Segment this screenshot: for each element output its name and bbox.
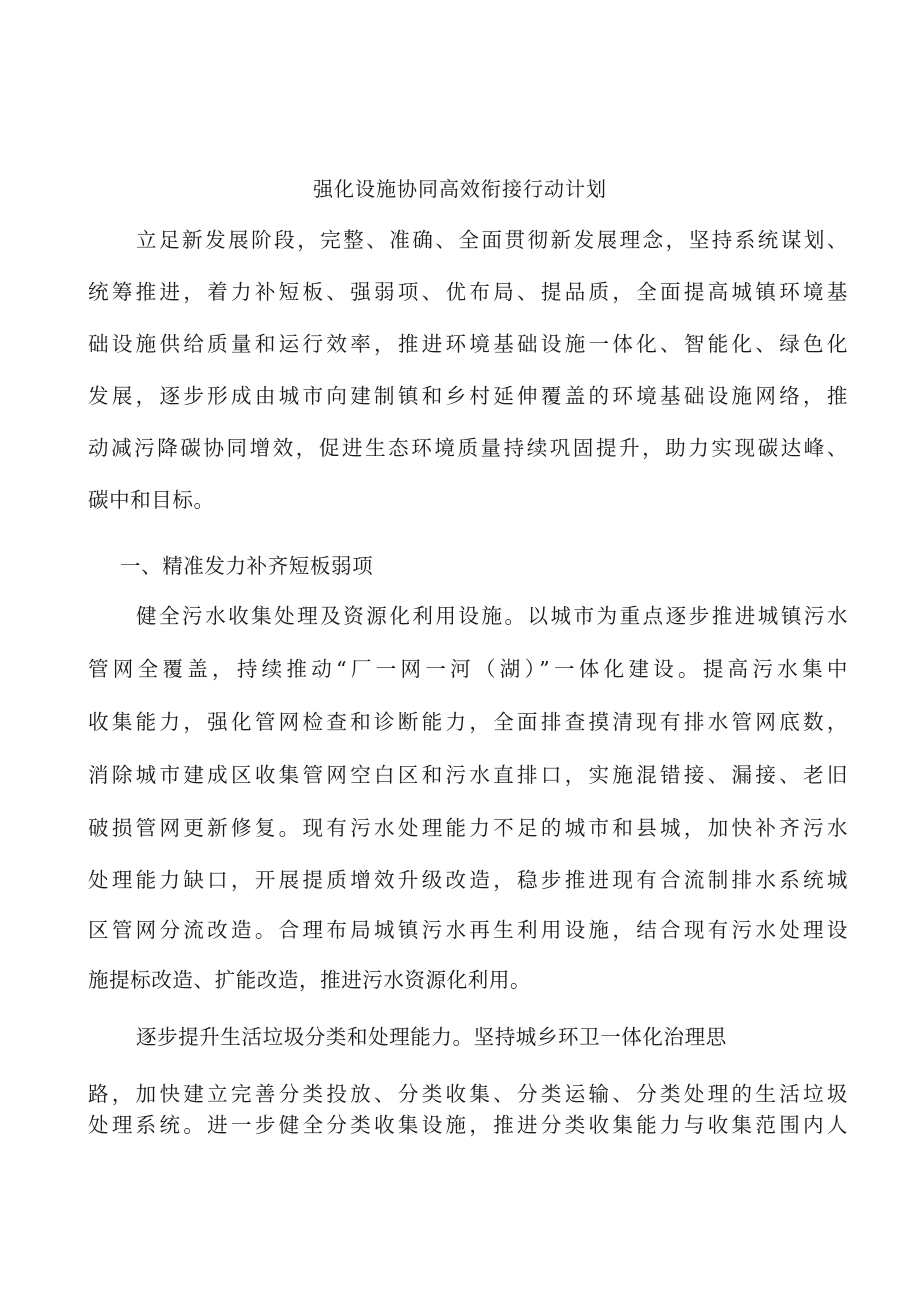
intro-line-3: 础设施供给质量和运行效率，推进环境基础设施一体化、智能化、绿色化: [88, 332, 848, 356]
para1-line-2: 管网全覆盖，持续推动“厂一网一河（湖）”一体化建设。提高污水集中: [88, 657, 848, 681]
intro-line-1: 立足新发展阶段，完整、准确、全面贯彻新发展理念，坚持系统谋划、: [136, 228, 848, 252]
intro-line-4: 发展，逐步形成由城市向建制镇和乡村延伸覆盖的环境基础设施网络，推: [88, 384, 848, 408]
para1-line-1: 健全污水收集处理及资源化利用设施。以城市为重点逐步推进城镇污水: [136, 604, 848, 628]
section-heading: 一、精准发力补齐短板弱项: [120, 554, 374, 578]
para1-line-7: 区管网分流改造。合理布局城镇污水再生利用设施，结合现有污水处理设: [88, 918, 848, 942]
para1-line-4: 消除城市建成区收集管网空白区和污水直排口，实施混错接、漏接、老旧: [88, 763, 848, 787]
para2-line-2: 路，加快建立完善分类投放、分类收集、分类运输、分类处理的生活垃圾: [88, 1082, 848, 1106]
para2-line-1: 逐步提升生活垃圾分类和处理能力。坚持城乡环卫一体化治理思: [136, 1025, 727, 1049]
para1-line-8: 施提标改造、扩能改造，推进污水资源化利用。: [88, 968, 532, 992]
document-title: 强化设施协同高效衔接行动计划: [313, 177, 607, 201]
intro-line-6: 碳中和目标。: [88, 488, 215, 512]
para2-line-3: 处理系统。进一步健全分类收集设施，推进分类收集能力与收集范围内人: [88, 1113, 848, 1137]
intro-line-2: 统筹推进，着力补短板、强弱项、优布局、提品质，全面提高城镇环境基: [88, 280, 848, 304]
intro-line-5: 动减污降碳协同增效，促进生态环境质量持续巩固提升，助力实现碳达峰、: [88, 436, 848, 460]
para1-line-5: 破损管网更新修复。现有污水处理能力不足的城市和县城，加快补齐污水: [88, 816, 848, 840]
para1-line-6: 处理能力缺口，开展提质增效升级改造，稳步推进现有合流制排水系统城: [88, 868, 848, 892]
para1-line-3: 收集能力，强化管网检查和诊断能力，全面排查摸清现有排水管网底数，: [88, 710, 848, 734]
